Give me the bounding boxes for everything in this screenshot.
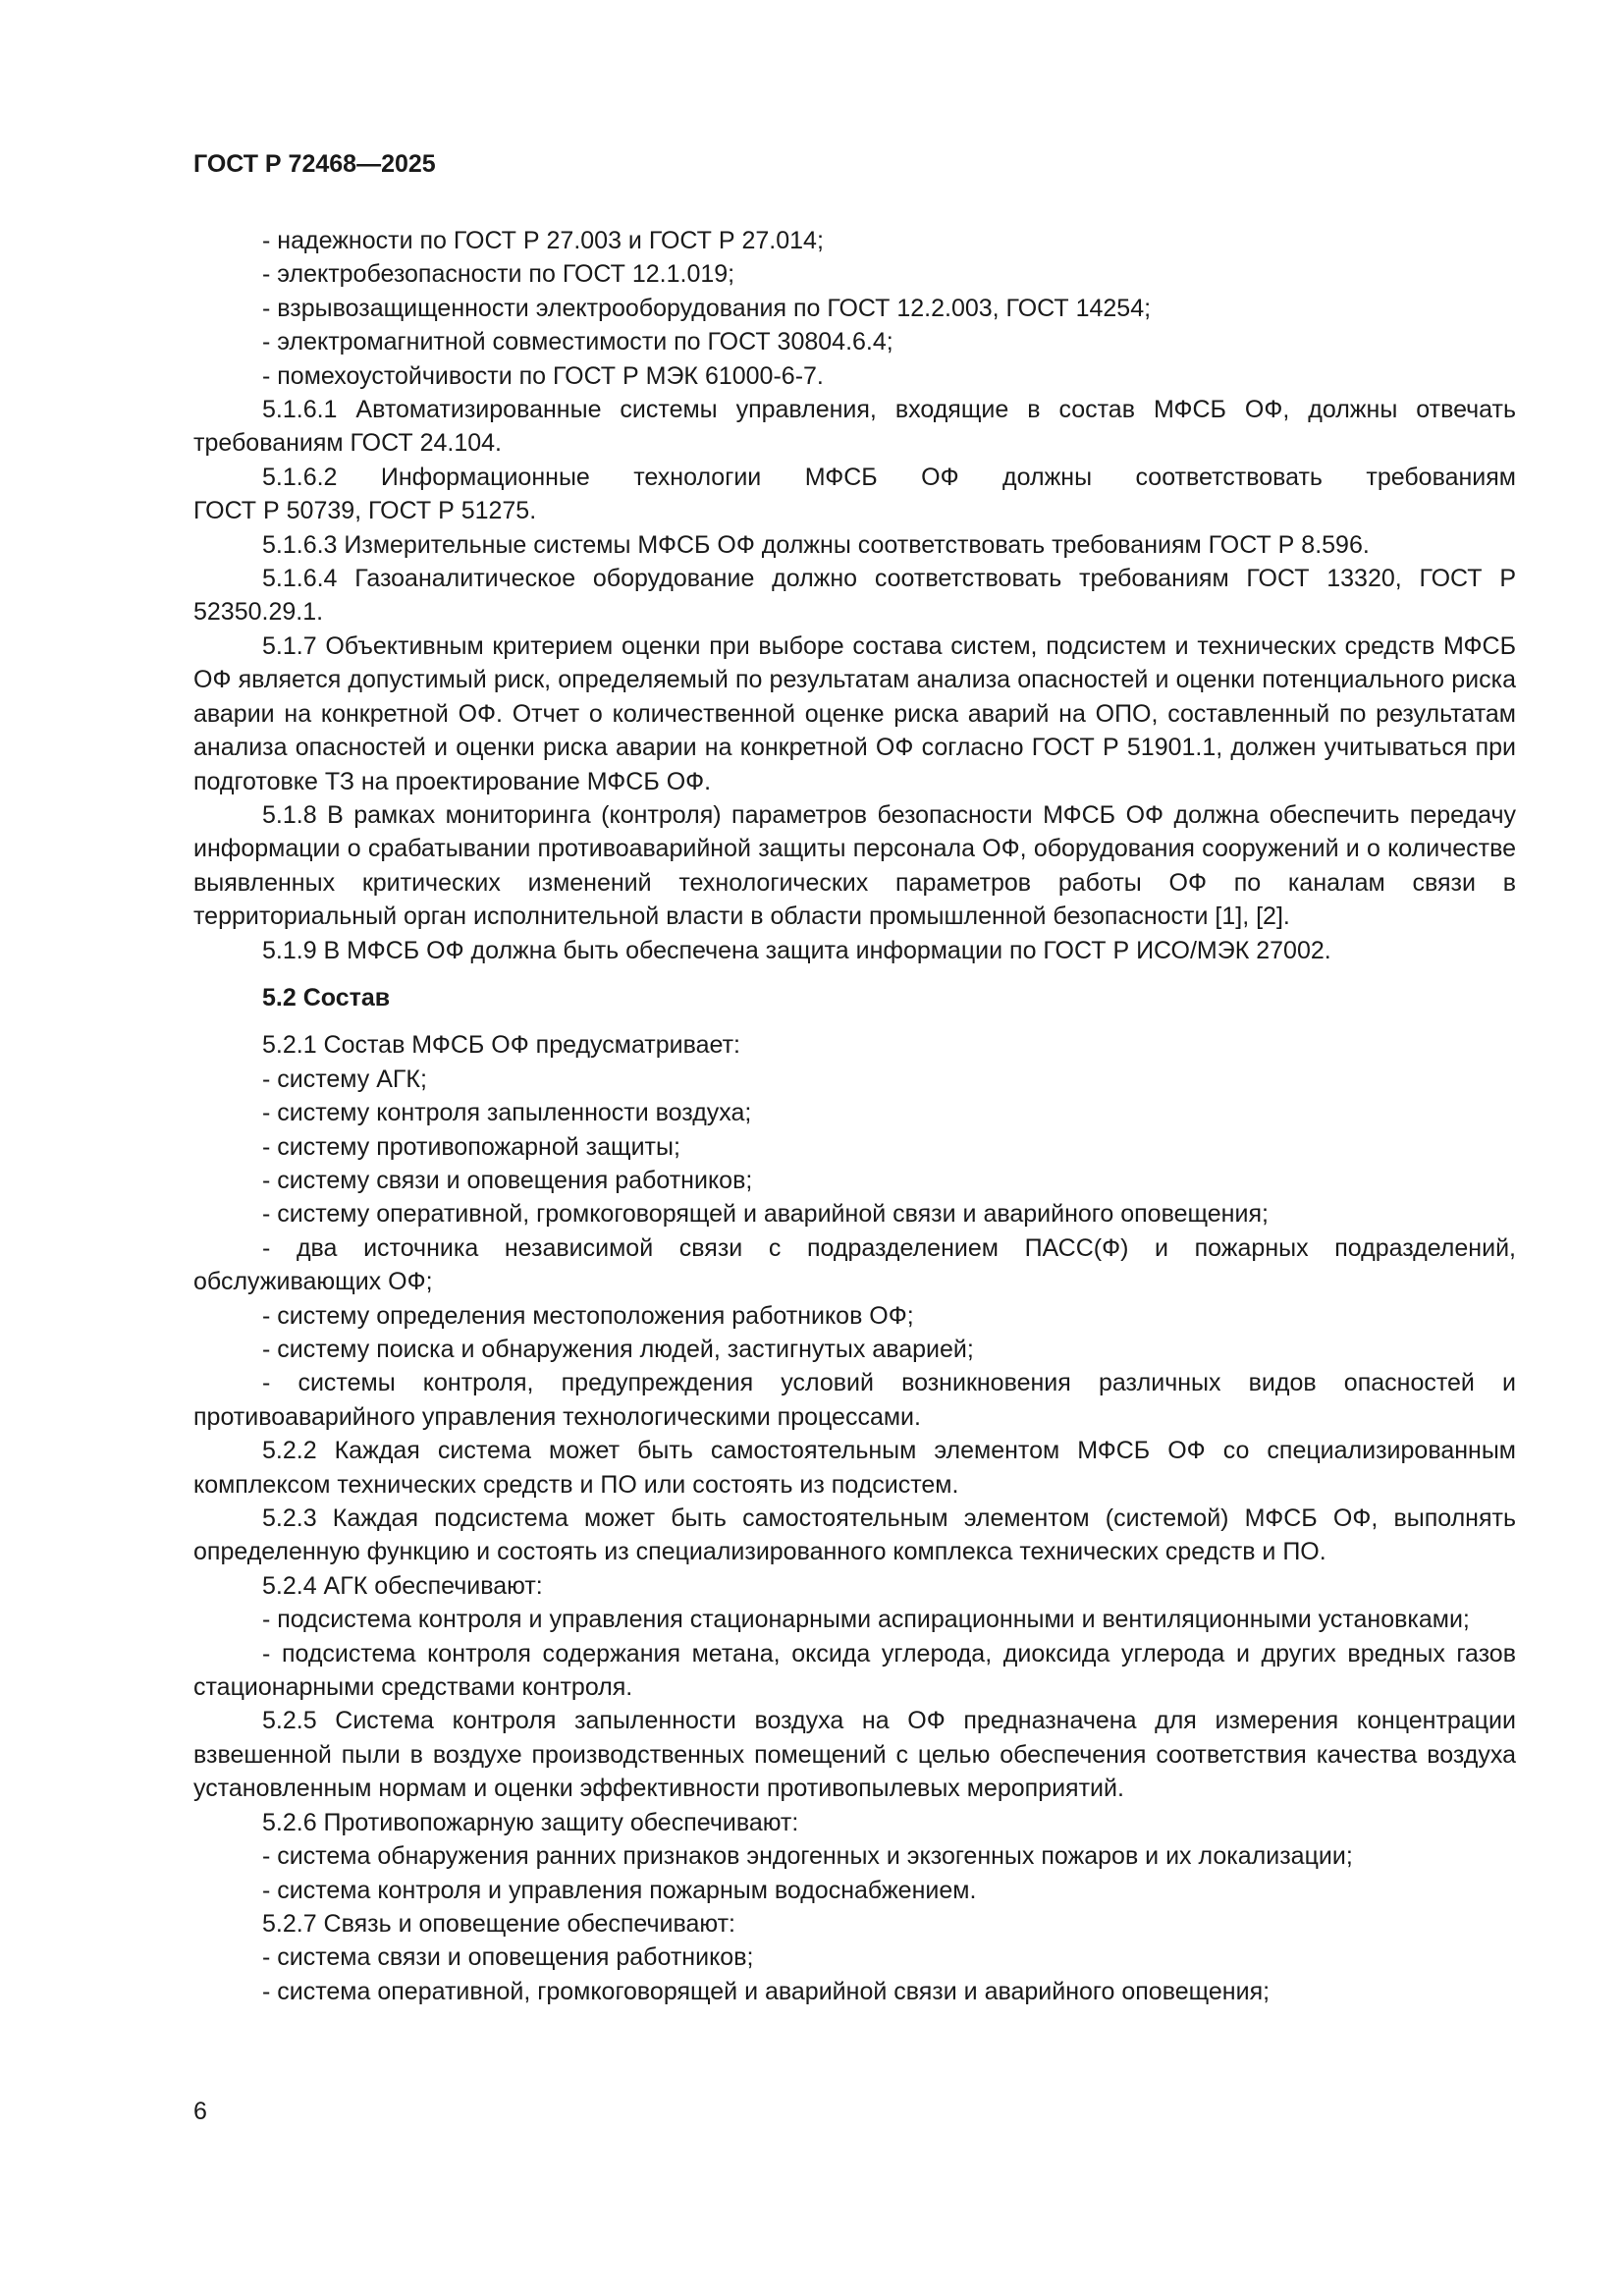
paragraph-5-1-6-1: 5.1.6.1 Автоматизированные системы управления, входящие в состав МФСБ ОФ, должны отвечать требованиям ГОСТ 24.104.	[193, 396, 1516, 458]
paragraph-5-2-5: 5.2.5 Система контроля запыленности воздуха на ОФ предназначена для измерения концентрации взвешенной пыли в воздухе производственных помещений с целью обеспечения соответствия качества воздуха установленным нормам и оценки эффективности противопылевых мероприятий.	[193, 1707, 1516, 1803]
list-item: - систему связи и оповещения работников;	[262, 1166, 753, 1194]
paragraph-5-1-6-3: 5.1.6.3 Измерительные системы МФСБ ОФ должны соответствовать требованиям ГОСТ Р 8.596.	[262, 530, 1370, 559]
list-item: - систему противопожарной защиты;	[262, 1132, 680, 1161]
section-heading-5-2: 5.2 Состав	[262, 983, 391, 1011]
list-item: - система связи и оповещения работников;	[262, 1943, 754, 1972]
list-item: - взрывозащищенности электрооборудования по ГОСТ 12.2.003, ГОСТ 14254;	[262, 294, 1152, 322]
paragraph-5-1-6-2	[193, 461, 1516, 528]
list-item: - подсистема контроля содержания метана, оксида углерода, диоксида углерода и других вредных газов стационарными средствами контроля.	[193, 1639, 1516, 1702]
paragraph-line: 5.1.6.2 Информационные технологии МФСБ ОФ должны соответствовать требованиям	[262, 463, 1516, 491]
page-number: 6	[193, 2098, 207, 2125]
list-item: - систему определения местоположения работников ОФ;	[262, 1301, 914, 1330]
list-item: - электробезопасности по ГОСТ 12.1.019;	[262, 260, 735, 289]
list-item: - систему поиска и обнаружения людей, застигнутых аварией;	[262, 1336, 974, 1363]
paragraph-5-1-7: 5.1.7 Объективным критерием оценки при выборе состава систем, подсистем и технических средств МФСБ ОФ является допустимый риск, определяемый по результатам анализа опасностей и оценки потенциального риска аварии на конкретной ОФ. Отчет о количественной оценке риска аварий на ОПО, составленный по результатам анализа опасностей и оценки риска аварии на конкретной ОФ согласно ГОСТ Р 51901.1, должен учитываться при подготовке ТЗ на проектирование МФСБ ОФ.	[193, 631, 1516, 795]
paragraph-5-2-6: 5.2.6 Противопожарную защиту обеспечивают:	[262, 1808, 799, 1836]
list-item: - системы контроля, предупреждения условий возникновения различных видов опасностей и противоаварийного управления технологическими процессами.	[193, 1369, 1516, 1431]
list-item: - помехоустойчивости по ГОСТ Р МЭК 61000-6-7.	[262, 361, 824, 390]
paragraph-5-2-4: 5.2.4 АГК обеспечивают:	[262, 1571, 543, 1600]
list-item: - система контроля и управления пожарным водоснабжением.	[262, 1876, 977, 1904]
paragraph-5-2-7: 5.2.7 Связь и оповещение обеспечивают:	[262, 1909, 735, 1938]
list-item: - система обнаружения ранних признаков эндогенных и экзогенных пожаров и их локализации;	[262, 1842, 1353, 1871]
paragraph-5-2-3: 5.2.3 Каждая подсистема может быть самостоятельным элементом (системой) МФСБ ОФ, выполнять определенную функцию и состоять из специализированного комплекса технических средств и ПО.	[193, 1504, 1516, 1566]
list-item: - два источника независимой связи с подразделением ПАСС(Ф) и пожарных подразделений, обслуживающих ОФ;	[193, 1233, 1516, 1296]
list-item: - подсистема контроля и управления стационарными аспирационными и вентиляционными установками;	[262, 1606, 1470, 1634]
list-item: - систему АГК;	[262, 1065, 427, 1093]
paragraph-5-1-6-4: 5.1.6.4 Газоаналитическое оборудование должно соответствовать требованиям ГОСТ 13320, ГОСТ Р 52350.29.1.	[193, 565, 1516, 627]
list-item: - система оперативной, громкоговорящей и аварийной связи и аварийного оповещения;	[262, 1977, 1271, 2005]
list-item: - надежности по ГОСТ Р 27.003 и ГОСТ Р 27.014;	[262, 227, 824, 254]
list-item: - систему оперативной, громкоговорящей и аварийной связи и аварийного оповещения;	[262, 1200, 1269, 1229]
paragraph-line: ГОСТ Р 50739, ГОСТ Р 51275.	[193, 497, 537, 525]
list-item: - электромагнитной совместимости по ГОСТ 30804.6.4;	[262, 328, 893, 356]
list-item: - систему контроля запыленности воздуха;	[262, 1099, 752, 1127]
paragraph-5-1-9: 5.1.9 В МФСБ ОФ должна быть обеспечена защита информации по ГОСТ Р ИСО/МЭК 27002.	[262, 936, 1331, 964]
paragraph-5-2-2: 5.2.2 Каждая система может быть самостоятельным элементом МФСБ ОФ со специализированным комплексом технических средств и ПО или состоять из подсистем.	[193, 1437, 1516, 1499]
document-header-code: ГОСТ Р 72468—2025	[193, 150, 436, 178]
paragraph-5-1-8: 5.1.8 В рамках мониторинга (контроля) параметров безопасности МФСБ ОФ должна обеспечить передачу информации о срабатывании противоаварийной защиты персонала ОФ, оборудования сооружений и о количестве выявленных критических изменений технологических параметров работы ОФ по каналам связи в территориальный орган исполнительной власти в области промышленной безопасности [1], [2].	[193, 800, 1516, 931]
document-body	[193, 224, 1516, 2008]
paragraph-5-2-1: 5.2.1 Состав МФСБ ОФ предусматривает:	[262, 1031, 740, 1060]
